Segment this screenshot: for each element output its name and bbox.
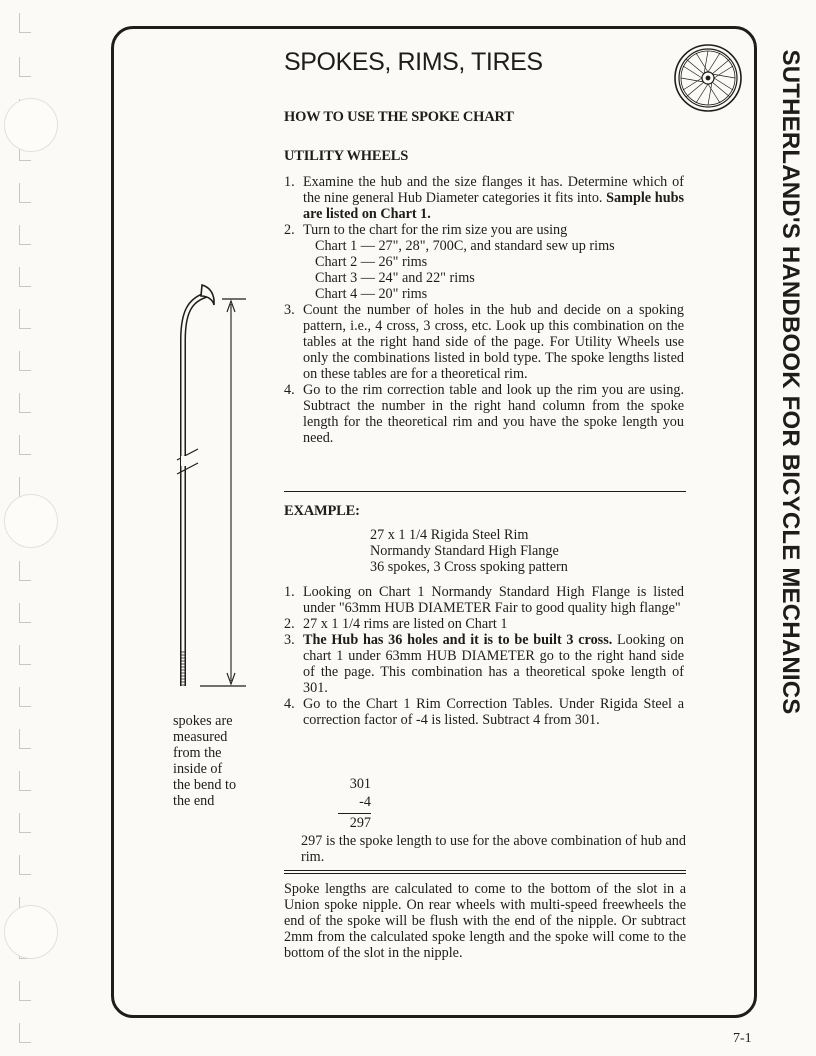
caption-line: spokes are — [173, 713, 233, 729]
binding-mark — [19, 603, 31, 623]
chart-list — [303, 238, 684, 302]
step-text: Turn to the chart for the rim size you are using — [303, 222, 568, 238]
caption-line: the bend to — [173, 777, 237, 793]
caption-line: from the — [173, 745, 222, 761]
divider — [284, 491, 686, 492]
example-block — [370, 527, 568, 575]
step-text: Go to the Chart 1 Rim Correction Tables. Under Rigida Steel a correction factor of -4 is listed. Subtract 4 from 301. — [303, 696, 684, 728]
step-number: 2. — [284, 616, 295, 632]
binding-mark — [19, 813, 31, 833]
double-divider — [284, 870, 686, 874]
punch-hole — [4, 98, 58, 152]
calc-result: 297 — [349, 815, 371, 831]
list-item — [284, 382, 684, 446]
result-text: 297 is the spoke length to use for the above combination of hub and rim. — [301, 833, 686, 865]
wheel-logo-icon — [673, 43, 743, 113]
punch-hole — [4, 494, 58, 548]
calc-subtrahend: -4 — [359, 794, 371, 810]
step-text: Examine the hub and the size flanges it has. Determine which of the nine general Hub Diameter categories it fits into. — [303, 174, 684, 206]
binding-mark — [19, 771, 31, 791]
section-title: SPOKES, RIMS, TIRES — [284, 48, 543, 76]
binding-mark — [19, 1023, 31, 1043]
list-item — [284, 302, 684, 382]
heading-how-to-use: HOW TO USE THE SPOKE CHART — [284, 109, 514, 125]
binding-mark — [19, 225, 31, 245]
note-text: Spoke lengths are calculated to come to the bottom of the slot in a Union spoke nipple. On rear wheels with multi-speed freewheels the end of the spoke will be flush with the end of the nipple. Or subtract 2mm from the calculated spoke length and the spoke will come to the bottom of the slot in the nipple. — [284, 881, 686, 961]
list-item — [284, 174, 684, 222]
step-number: 4. — [284, 382, 295, 398]
utility-steps — [284, 174, 684, 446]
step-text-bold: Sample hubs are listed on Chart 1. — [303, 190, 684, 222]
caption-line: inside of — [173, 761, 223, 777]
binding-mark — [19, 645, 31, 665]
binding-mark — [19, 393, 31, 413]
binding-mark — [19, 13, 31, 33]
page-number: 7-1 — [733, 1031, 752, 1046]
binding-mark — [19, 57, 31, 77]
list-item — [284, 222, 684, 302]
step-number: 3. — [284, 302, 295, 318]
step-text: Count the number of holes in the hub and decide on a spoking pattern, i.e., 4 cross, 3 cross, etc. Look up this combination on the tables at the right hand side of the page. For Utility Wheels use only the combinations listed in bold type. The spoke lengths listed on these tables are for a theoretical rim. — [303, 302, 684, 382]
binding-mark — [19, 435, 31, 455]
list-item — [284, 584, 684, 616]
step-number: 3. — [284, 632, 295, 648]
chart-item: Chart 4 — 20" rims — [315, 286, 428, 302]
chart-item: Chart 1 — 27", 28", 700C, and standard sew up rims — [315, 238, 615, 254]
binding-mark — [19, 309, 31, 329]
step-text: Looking on chart 1 under 63mm HUB DIAMETER go to the right hand side of the page. This combination has a theoretical spoke length of 301. — [303, 632, 685, 696]
binding-mark — [19, 855, 31, 875]
binding-mark — [19, 183, 31, 203]
calculation — [337, 775, 371, 811]
step-number: 1. — [284, 174, 295, 190]
example-line: 36 spokes, 3 Cross spoking pattern — [370, 559, 568, 575]
spine-title: SUTHERLAND'S HANDBOOK FOR BICYCLE MECHANICS — [777, 49, 804, 715]
example-line: 27 x 1 1/4 Rigida Steel Rim — [370, 527, 529, 543]
heading-utility-wheels: UTILITY WHEELS — [284, 148, 409, 164]
list-item — [284, 696, 684, 728]
binding-mark — [19, 729, 31, 749]
punch-hole — [4, 905, 58, 959]
list-item — [284, 632, 684, 696]
step-text-bold: The Hub has 36 holes and it is to be built 3 cross. — [303, 632, 617, 648]
example-steps — [284, 584, 684, 728]
spoke-diagram — [170, 282, 260, 694]
chart-item: Chart 3 — 24" and 22" rims — [315, 270, 475, 286]
step-text: Looking on Chart 1 Normandy Standard High Flange is listed under "63mm HUB DIAMETER Fair to good quality high flange" — [303, 584, 684, 616]
binding-mark — [19, 351, 31, 371]
calc-value: 301 — [349, 776, 371, 792]
step-text: Go to the rim correction table and look up the rim you are using. Subtract the number in the right hand column from the spoke length for the theoretical rim and you have the spoke length you need. — [303, 382, 684, 446]
heading-example: EXAMPLE: — [284, 503, 360, 519]
step-number: 4. — [284, 696, 295, 712]
binding-mark — [19, 981, 31, 1001]
chart-item: Chart 2 — 26" rims — [315, 254, 428, 270]
binding-mark — [19, 561, 31, 581]
binding-mark — [19, 267, 31, 287]
spoke-caption — [173, 713, 263, 809]
calc-line — [338, 813, 371, 814]
binding-mark — [19, 687, 31, 707]
step-number: 2. — [284, 222, 295, 238]
caption-line: the end — [173, 793, 215, 809]
step-number: 1. — [284, 584, 295, 600]
step-text: 27 x 1 1/4 rims are listed on Chart 1 — [303, 616, 508, 632]
example-line: Normandy Standard High Flange — [370, 543, 559, 559]
caption-line: measured — [173, 729, 228, 745]
list-item — [284, 616, 684, 632]
